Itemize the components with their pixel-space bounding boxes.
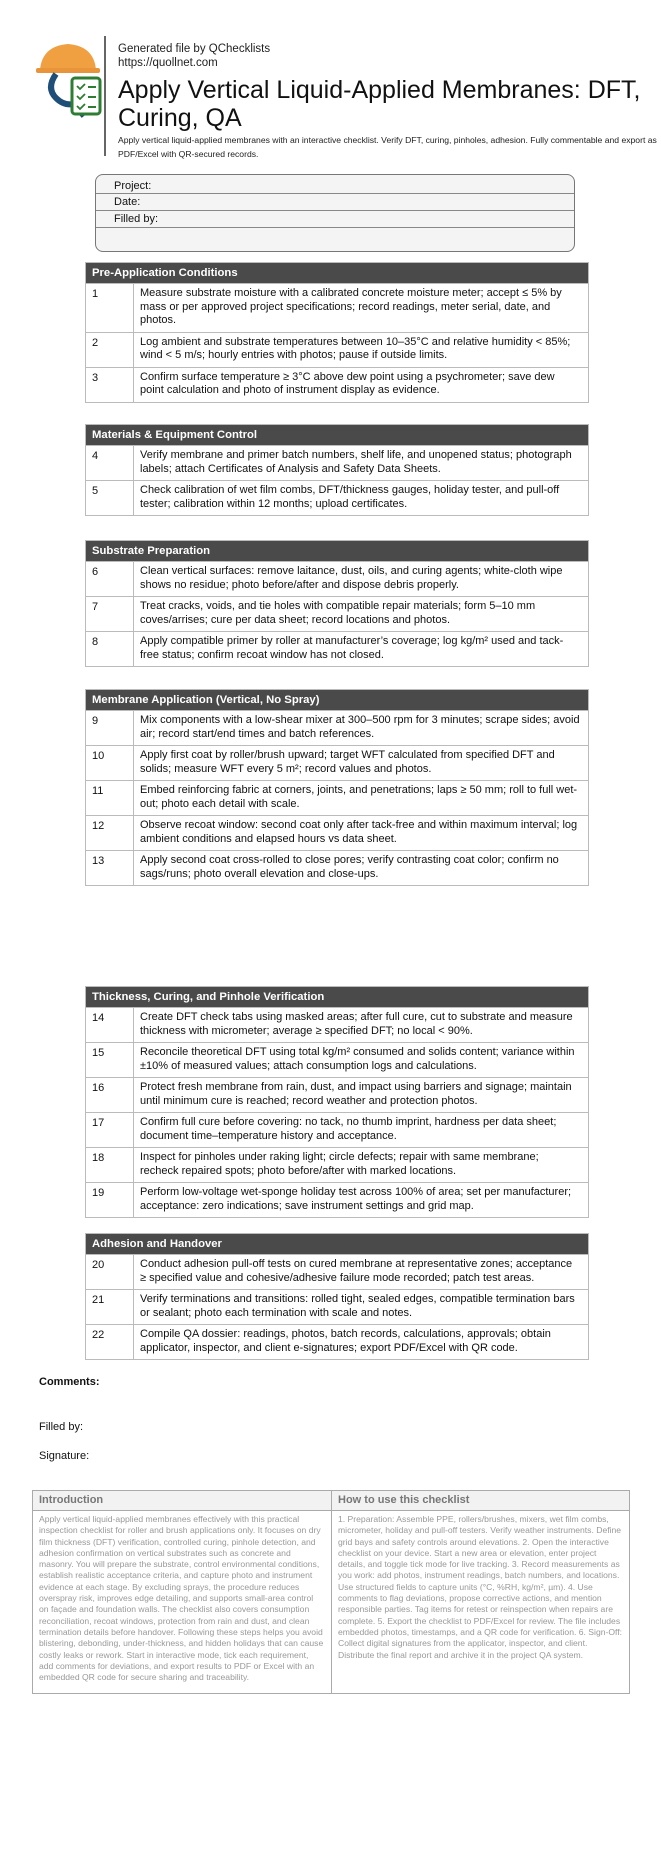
checklist-row[interactable]: [86, 1324, 588, 1359]
checklist-row[interactable]: [86, 850, 588, 885]
checklist-row[interactable]: [86, 596, 588, 631]
qchecklists-logo-icon: [34, 40, 106, 120]
checklist-row[interactable]: [86, 1254, 588, 1289]
item-text: Apply first coat by roller/brush upward; target WFT calculated from specified DFT and solids; measure WFT every 5 m²; record values and photos.: [140, 749, 555, 775]
item-number: 21: [86, 1290, 134, 1324]
introduction-title: Introduction: [33, 1491, 331, 1511]
item-number: 16: [86, 1078, 134, 1112]
how-to-panel: [331, 1491, 629, 1693]
checklist-row[interactable]: [86, 631, 588, 666]
item-number: 7: [86, 597, 134, 631]
checklist-row[interactable]: [86, 1007, 588, 1042]
item-number: 12: [86, 816, 134, 850]
item-number: 22: [86, 1325, 134, 1359]
checklist-row[interactable]: [86, 745, 588, 780]
section-title: Adhesion and Handover: [86, 1234, 588, 1254]
item-text: Embed reinforcing fabric at corners, joints, and penetrations; laps ≥ 50 mm; roll to full wet-out; photo each detail with scale.: [140, 784, 578, 810]
filled-by-field[interactable]: Filled by:: [96, 211, 574, 228]
project-field[interactable]: Project:: [96, 175, 574, 194]
item-number: 18: [86, 1148, 134, 1182]
item-number: 20: [86, 1255, 134, 1289]
header-divider: [104, 36, 106, 156]
item-text: Measure substrate moisture with a calibrated concrete moisture meter; accept ≤ 5% by mass or per approved project specifications; record readings, meter serial, date, and photos.: [140, 287, 562, 326]
item-text: Clean vertical surfaces: remove laitance, dust, oils, and curing agents; white-cloth wipe shows no residue; photo before/after and dispose debris properly.: [140, 565, 563, 591]
item-number: 11: [86, 781, 134, 815]
how-to-body: 1. Preparation: Assemble PPE, rollers/brushes, mixers, wet film combs, micrometer, holiday and pull-off testers. Verify weather instruments. Define grid bays and safety controls around elevations. 2. Open the interactive checklist on your device. Start a new area or elevation, enter project details, and toggle tick mode for live tracking. 3. Record measurements as you work: add photos, instrument readings, batch numbers, and locations. Use structured fields to capture units (°C, %RH, kg/m², µm). 4. Use comments to flag deviations, propose corrective actions, and mention responsible parties. Tag items for retest or reinspection when repairs are complete. 5. Export the checklist to PDF/Excel for review. The file includes embedded photos, timestamps, and a QR code for verification. 6. Sign-Off: Collect digital signatures from the applicator, inspector, and client. Distribute the final report and archive it in the project QA system.: [338, 1514, 623, 1660]
project-info-box: [95, 174, 575, 252]
checklist-row[interactable]: [86, 815, 588, 850]
info-panels: [32, 1490, 630, 1694]
page-subtitle: Apply vertical liquid-applied membranes with an interactive checklist. Verify DFT, curing, pinholes, adhesion. Fully commentable and export as PDF/Excel with QR-secured records.: [118, 135, 657, 159]
checklist-row[interactable]: [86, 445, 588, 480]
checklist-row[interactable]: [86, 283, 588, 332]
item-text: Compile QA dossier: readings, photos, batch records, calculations, approvals; obtain applicator, inspector, and client e-signatures; export PDF/Excel with QR code.: [140, 1328, 551, 1354]
checklist-row[interactable]: [86, 1042, 588, 1077]
page-title: Apply Vertical Liquid-Applied Membranes: DFT, Curing, QA: [118, 76, 641, 132]
checklist-row[interactable]: [86, 1147, 588, 1182]
item-number: 9: [86, 711, 134, 745]
item-text: Treat cracks, voids, and tie holes with compatible repair materials; form 5–10 mm coves/arrises; cure per data sheet; record locations and photos.: [140, 600, 536, 626]
item-text: Observe recoat window: second coat only after tack-free and within maximum interval; log ambient conditions and elapsed hours vs data sheet.: [140, 819, 578, 845]
item-number: 15: [86, 1043, 134, 1077]
item-number: 17: [86, 1113, 134, 1147]
checklist-row[interactable]: [86, 332, 588, 367]
item-text: Inspect for pinholes under raking light; circle defects; repair with same membrane; recheck repaired spots; photo before/after with marked locations.: [140, 1151, 539, 1177]
checklist-row[interactable]: [86, 1112, 588, 1147]
item-text: Apply compatible primer by roller at manufacturer’s coverage; log kg/m² used and tack-free status; confirm recoat window has not closed.: [140, 635, 564, 661]
item-text: Confirm full cure before covering: no tack, no thumb imprint, hardness per data sheet; document time–temperature history and acceptance.: [140, 1116, 557, 1142]
item-text: Reconcile theoretical DFT using total kg/m² consumed and solids content; variance within ±10% of measured values; attach consumption logs and calculations.: [140, 1046, 575, 1072]
section-thickness-curing-pinhole: [85, 986, 589, 1218]
item-text: Confirm surface temperature ≥ 3°C above dew point using a psychrometer; save dew point calculation and photo of instrument display as evidence.: [140, 370, 555, 396]
item-number: 19: [86, 1183, 134, 1217]
item-number: 13: [86, 851, 134, 885]
section-substrate-preparation: [85, 540, 589, 667]
item-text: Perform low-voltage wet-sponge holiday test across 100% of area; set per manufacturer; acceptance: zero indications; save instrument settings and grid map.: [140, 1186, 572, 1212]
generated-by-text: Generated file by QChecklists: [118, 43, 271, 55]
item-text: Log ambient and substrate temperatures between 10–35°C and relative humidity < 85%; wind < 5 m/s; hourly entries with photos; pause if outside limits.: [140, 335, 571, 361]
item-text: Verify terminations and transitions: rolled tight, sealed edges, compatible termination bars or sealant; photo each termination with scale and notes.: [140, 1293, 575, 1319]
item-text: Protect fresh membrane from rain, dust, and impact using barriers and signage; maintain until minimum cure is reached; record weather and protection photos.: [140, 1081, 572, 1107]
checklist-row[interactable]: [86, 367, 588, 402]
item-text: Check calibration of wet film combs, DFT/thickness gauges, holiday tester, and pull-off tester; calibration within 12 months; upload certificates.: [140, 484, 560, 510]
item-text: Verify membrane and primer batch numbers, shelf life, and unopened status; photograph labels; attach Certificates of Analysis and Safety Data Sheets.: [140, 449, 572, 475]
signature-label: Signature:: [39, 1450, 90, 1462]
item-text: Conduct adhesion pull-off tests on cured membrane at representative zones; acceptance ≥ specified value and cohesive/adhesive failure mode recorded; patch test areas.: [140, 1258, 573, 1284]
checklist-row[interactable]: [86, 561, 588, 596]
item-text: Create DFT check tabs using masked areas; after full cure, cut to substrate and measure thickness with micrometer; average ≥ specified DFT; no local < 90%.: [140, 1011, 573, 1037]
section-materials-equipment: [85, 424, 589, 516]
item-number: 3: [86, 368, 134, 402]
item-number: 10: [86, 746, 134, 780]
section-title: Membrane Application (Vertical, No Spray): [86, 690, 588, 710]
section-title: Pre-Application Conditions: [86, 263, 588, 283]
item-number: 8: [86, 632, 134, 666]
checklist-row[interactable]: [86, 1182, 588, 1217]
section-title: Substrate Preparation: [86, 541, 588, 561]
introduction-panel: [33, 1491, 331, 1693]
section-membrane-application: [85, 689, 589, 886]
item-number: 5: [86, 481, 134, 515]
item-text: Mix components with a low-shear mixer at 300–500 rpm for 3 minutes; scrape sides; avoid air; record start/end times and batch references.: [140, 714, 580, 740]
checklist-row[interactable]: [86, 1289, 588, 1324]
item-number: 2: [86, 333, 134, 367]
item-number: 1: [86, 284, 134, 332]
filled-by-label: Filled by:: [39, 1421, 84, 1433]
checklist-row[interactable]: [86, 780, 588, 815]
source-url-link[interactable]: https://quollnet.com: [118, 57, 218, 69]
checklist-row[interactable]: [86, 480, 588, 515]
section-pre-application: [85, 262, 589, 403]
item-text: Apply second coat cross-rolled to close pores; verify contrasting coat color; confirm no sags/runs; photo overall elevation and close-ups.: [140, 854, 559, 880]
introduction-body: Apply vertical liquid-applied membranes effectively with this practical inspection checklist for roller and brush applications only. It focuses on dry film thickness (DFT) verification, controlled curing, pinhole detection, and adhesion confirmation on vertical substrates such as concrete and masonry. You will prepare the substrate, control environmental conditions, establish realistic acceptance criteria, and capture photo and instrument evidence at each stage. By excluding sprays, the procedure reduces overspray risk, improves edge detailing, and supports small-area control on façade and foundation walls. The checklist also covers consumption reconciliation, recoat windows, protection from rain and dust, and clean termination details before handover. Following these steps helps you avoid blistering, debonding, under-thickness, and hidden holidays that can cause costly leaks or rework. Start in interactive mode, tick each requirement, add comments for deviations, and export results to PDF or Excel with an embedded QR code for secure sharing and traceability.: [39, 1514, 324, 1683]
item-number: 14: [86, 1008, 134, 1042]
item-number: 4: [86, 446, 134, 480]
how-to-title: How to use this checklist: [332, 1491, 629, 1511]
section-adhesion-handover: [85, 1233, 589, 1360]
comments-label: Comments:: [39, 1376, 100, 1388]
checklist-row[interactable]: [86, 1077, 588, 1112]
checklist-row[interactable]: [86, 710, 588, 745]
date-field[interactable]: Date:: [96, 194, 574, 211]
section-title: Materials & Equipment Control: [86, 425, 588, 445]
item-number: 6: [86, 562, 134, 596]
section-title: Thickness, Curing, and Pinhole Verification: [86, 987, 588, 1007]
document-header: [30, 36, 657, 159]
